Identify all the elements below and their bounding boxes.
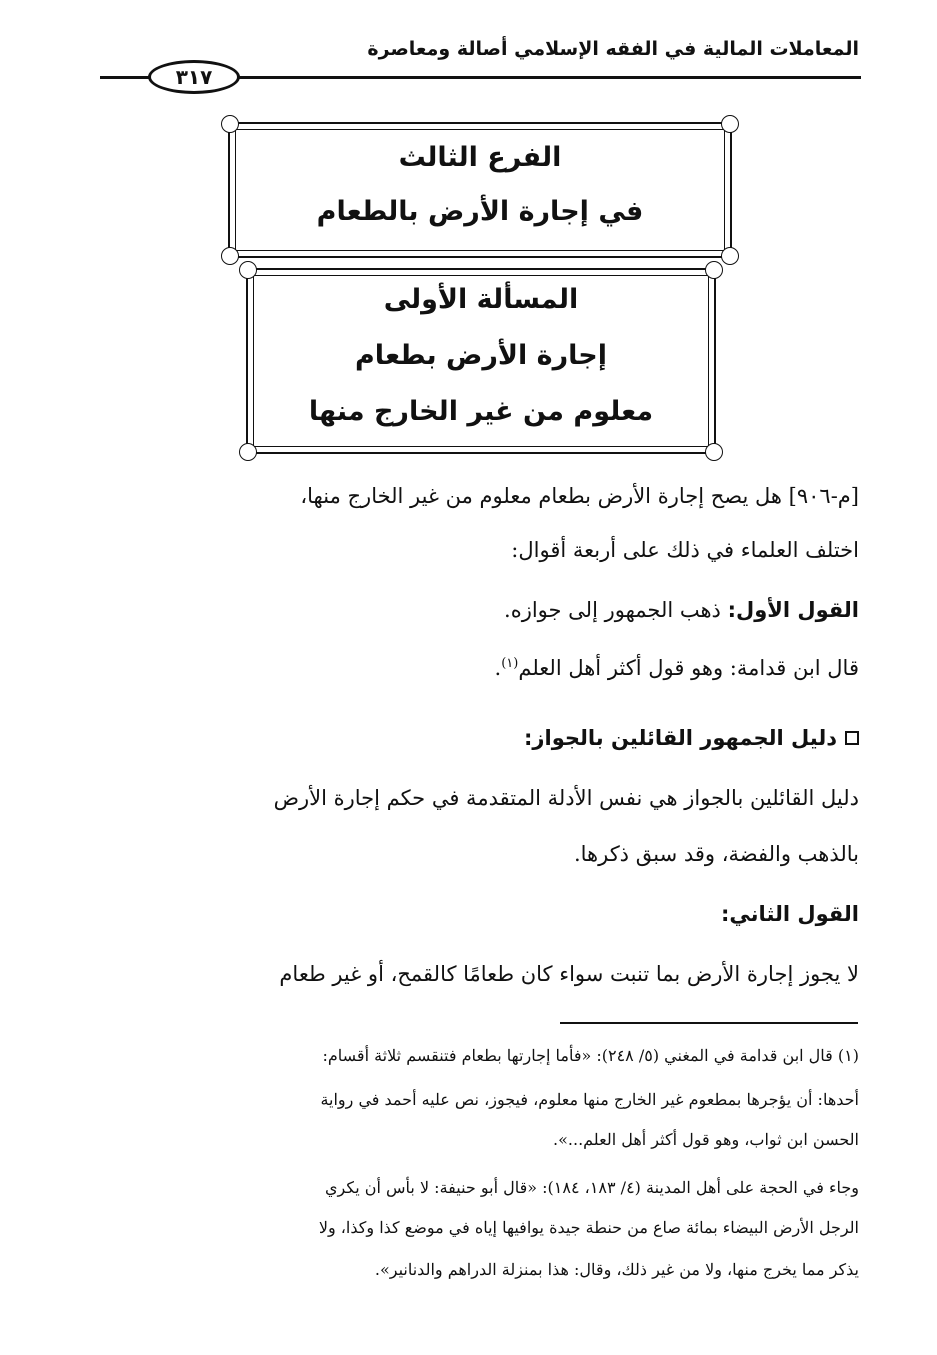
section-title-frame bbox=[228, 122, 732, 258]
issue-title-frame bbox=[246, 268, 716, 454]
body-paragraph-1-line-2: اختلف العلماء في ذلك على أربعة أقوال: bbox=[511, 538, 859, 562]
issue-title: المسألة الأولى bbox=[383, 284, 579, 315]
frame-corner-ornament bbox=[239, 261, 257, 279]
page-number-badge bbox=[148, 60, 240, 94]
first-opinion-line bbox=[504, 598, 859, 622]
footnote-ref: (١) bbox=[501, 656, 519, 671]
footnote-line-2: أحدها: أن يؤجرها بمطعوم غير الخارج منها معلوم، فيجوز، نص عليه أحمد في رواية bbox=[320, 1090, 859, 1109]
frame-corner-ornament bbox=[705, 443, 723, 461]
frame-corner-ornament bbox=[221, 247, 239, 265]
footnote-line-1: (١) قال ابن قدامة في المغني (٥/ ٢٤٨): «فأما إجارتها بطعام فتنقسم ثلاثة أقسام: bbox=[322, 1046, 859, 1065]
frame-corner-ornament bbox=[721, 247, 739, 265]
second-opinion-label: القول الثاني: bbox=[721, 902, 859, 926]
frame-corner-ornament bbox=[705, 261, 723, 279]
first-opinion-label: القول الأول: bbox=[727, 598, 859, 622]
evidence-line-1: دليل القائلين بالجواز هي نفس الأدلة المتقدمة في حكم إجارة الأرض bbox=[273, 786, 859, 810]
first-opinion-text: ذهب الجمهور إلى جوازه. bbox=[504, 598, 721, 622]
frame-corner-ornament bbox=[721, 115, 739, 133]
footnote-line-3: الحسن ابن ثواب، وهو قول أكثر أهل العلم...». bbox=[553, 1130, 859, 1149]
body-paragraph-1-line-1: [م-٩٠٦] هل يصح إجارة الأرض بطعام معلوم من غير الخارج منها، bbox=[300, 484, 859, 508]
second-opinion-line-1: لا يجوز إجارة الأرض بما تنبت سواء كان طعامًا كالقمح، أو غير طعام bbox=[279, 962, 859, 986]
page-number: ٣١٧ bbox=[175, 65, 213, 89]
issue-subtitle-2: معلوم من غير الخارج منها bbox=[308, 396, 654, 427]
frame-corner-ornament bbox=[239, 443, 257, 461]
ibn-qudama-text: قال ابن قدامة: وهو قول أكثر أهل العلم bbox=[518, 656, 859, 680]
footnote-rule bbox=[560, 1022, 858, 1024]
section-subtitle: في إجارة الأرض بالطعام bbox=[316, 196, 644, 227]
evidence-line-2: بالذهب والفضة، وقد سبق ذكرها. bbox=[573, 842, 859, 866]
evidence-heading: دليل الجمهور القائلين بالجواز: bbox=[524, 726, 837, 750]
footnote-line-4: وجاء في الحجة على أهل المدينة (٤/ ١٨٣، ١٨٤): «قال أبو حنيفة: لا بأس أن يكري bbox=[325, 1178, 859, 1197]
ibn-qudama-end: . bbox=[494, 656, 502, 680]
issue-subtitle-1: إجارة الأرض بطعام bbox=[355, 340, 607, 371]
footnote-line-5: الرجل الأرض البيضاء بمائة صاع من حنطة جيدة يوافيها إياه في موضع كذا وكذا، ولا bbox=[318, 1218, 859, 1237]
evidence-heading-line bbox=[524, 726, 859, 750]
footnote-line-6: يذكر مما يخرج منها، ولا من غير ذلك، وقال: هذا بمنزلة الدراهم والدنانير». bbox=[374, 1260, 859, 1279]
checkbox-bullet-icon bbox=[845, 731, 859, 745]
section-title: الفرع الثالث bbox=[398, 142, 562, 173]
running-header-title: المعاملات المالية في الفقه الإسلامي أصالة ومعاصرة bbox=[367, 38, 859, 60]
frame-corner-ornament bbox=[221, 115, 239, 133]
ibn-qudama-line bbox=[495, 656, 859, 680]
